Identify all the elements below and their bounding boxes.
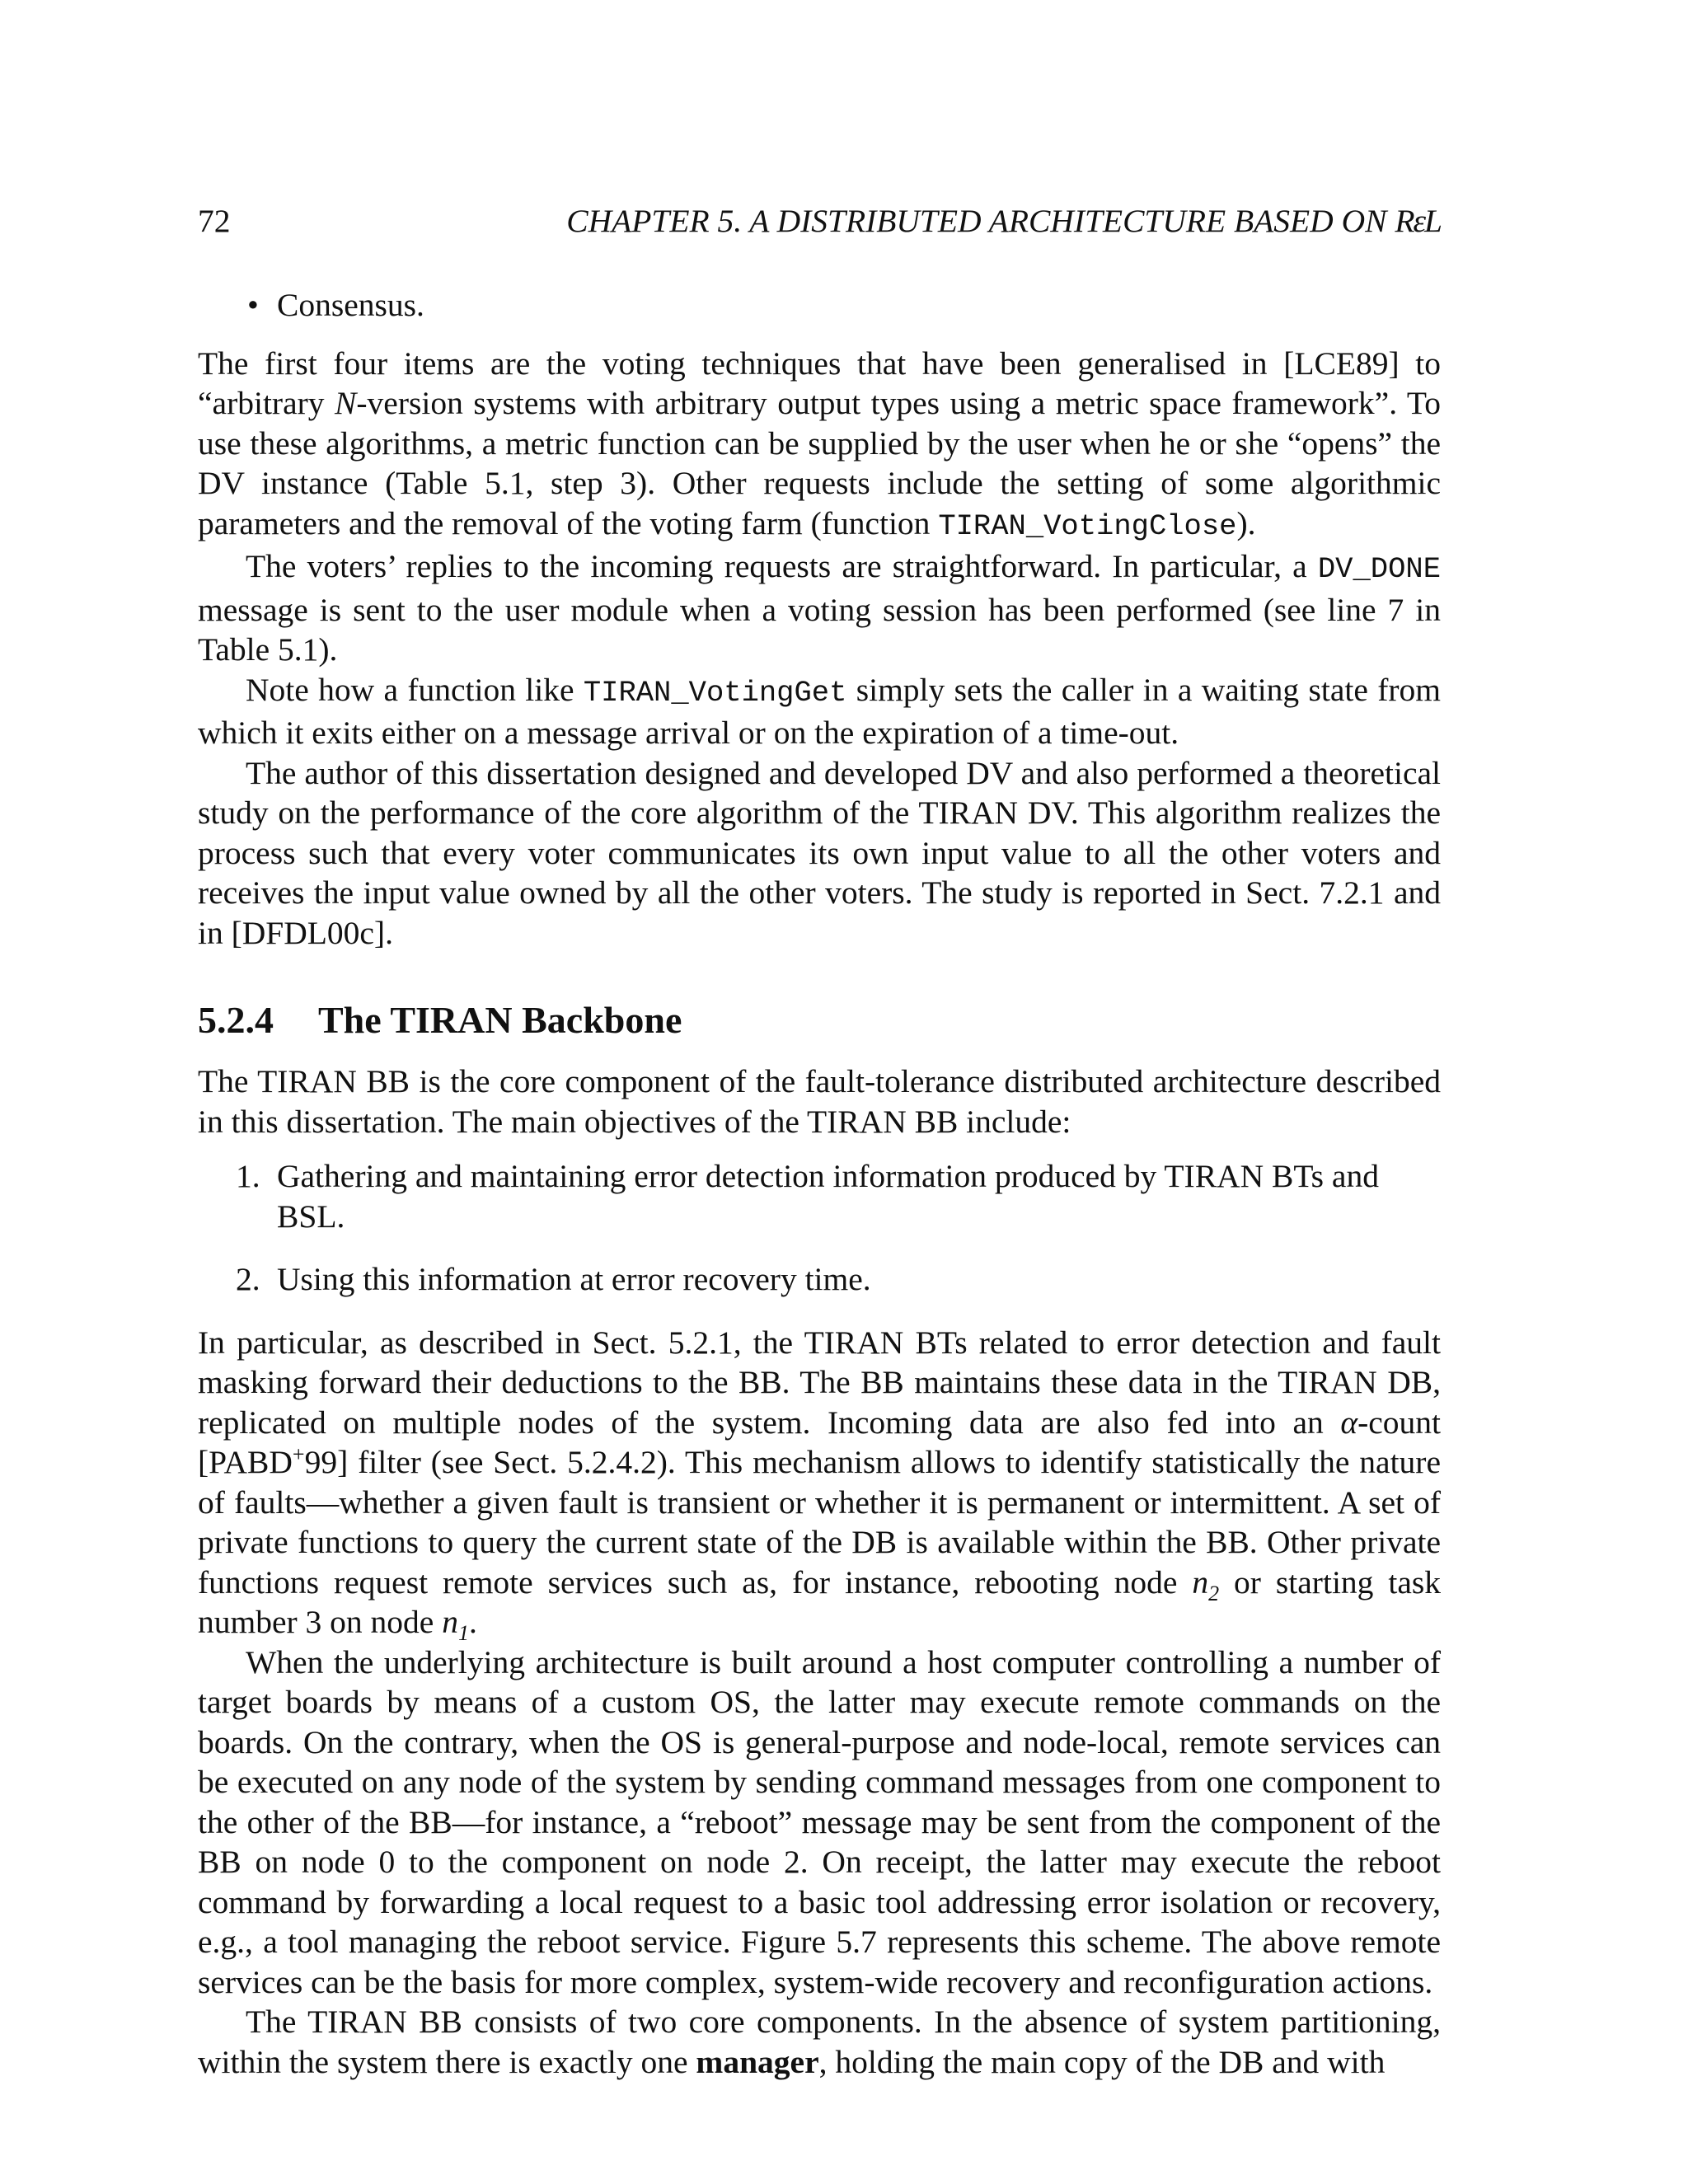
text-run: or starting task number 3 on node	[198, 1563, 1442, 1640]
math-subscript: 2	[1208, 1581, 1220, 1605]
text-run: , holding the main copy of the DB and with	[818, 2043, 1386, 2080]
text-run: -count [PABD	[198, 1404, 1441, 1480]
code-dv-done: DV_DONE	[1317, 552, 1441, 586]
running-head	[198, 201, 1441, 241]
paragraph-bb-components	[198, 2002, 1441, 2082]
text-run: message is sent to the user module when a voting session has been performed (see line 7 in Table 5.1).	[198, 591, 1441, 668]
section-title: The TIRAN Backbone	[318, 999, 682, 1041]
paragraph-voter-replies	[198, 546, 1441, 670]
text-run: ).	[1236, 504, 1256, 541]
section-heading	[198, 997, 1441, 1043]
text-run: -version systems with arbitrary output types using a metric space framework”. To use these algorithms, a metric function can be supplied by the user when he or she “opens” the DV instance (Table 5.1, step 3). Other requests include the setting of some algorithmic parameters and the removal of the voting farm (function	[198, 385, 1441, 541]
math-n: N	[335, 385, 357, 421]
text-run: The TIRAN BB consists of two core components. In the absence of system partitioning, within the system there is exactly one	[198, 2004, 1441, 2080]
text-run: simply sets the caller in a waiting state from which it exits either on a message arrival or on the expiration of a time-out.	[198, 671, 1441, 751]
text-run: Note how a function like	[246, 671, 584, 708]
paragraph-author-study: The author of this dissertation designed and developed DV and also performed a theoretical study on the performance of the core algorithm of the TIRAN DV. This algorithm realizes the process such that every voter communicates its own input value to all the other voters and receives the input value owned by all the other voters. The study is reported in Sect. 7.2.1 and in [DFDL00c].	[198, 754, 1441, 951]
page-number: 72	[198, 203, 231, 239]
list-marker: 1.	[236, 1158, 260, 1194]
body-text	[198, 285, 1441, 2082]
math-n2	[1192, 1563, 1220, 1605]
bullet-item	[198, 285, 1441, 326]
text-run: .	[468, 1604, 477, 1640]
paragraph-bb-details	[198, 1323, 1441, 1643]
bullet-marker: •	[247, 287, 259, 323]
bullet-text: Consensus.	[277, 287, 424, 323]
objectives-list	[198, 1156, 1441, 1300]
math-n1	[442, 1604, 469, 1645]
paragraph-voting-get	[198, 670, 1441, 753]
text-run: In particular, as described in Sect. 5.2.1, the TIRAN BTs related to error detection and fault masking forward their deductions to the BB. The BB maintains these data in the TIRAN DB, replicated on multiple nodes of the system. Incoming data are also fed into an	[198, 1324, 1441, 1441]
list-item	[198, 1156, 1441, 1236]
list-item-text: Gathering and maintaining error detection information produced by TIRAN BTs and BSL.	[277, 1158, 1379, 1235]
paragraph-remote-services: When the underlying architecture is built around a host computer controlling a number of target boards by means of a custom OS, the latter may execute remote commands on the boards. On the contrary, when the OS is general-purpose and node-local, remote services can be executed on any node of the system by sending command messages from one component to the other of the BB—for instance, a “reboot” message may be sent from the component of the BB on node 0 to the component on node 2. On receipt, the latter may execute the reboot command by forwarding a local request to a basic tool addressing error isolation or recovery, e.g., a tool managing the reboot service. Figure 5.7 represents this scheme. The above remote services can be the basis for more complex, system-wide recovery and reconfiguration actions.	[198, 1643, 1441, 2000]
list-item-text: Using this information at error recovery time.	[277, 1261, 871, 1297]
code-voting-close: TIRAN_VotingClose	[938, 509, 1237, 543]
text-run: The first four items are the voting techniques that have been generalised in [LCE89] to “arbitrary	[198, 344, 1441, 421]
math-var: n	[442, 1604, 458, 1640]
math-var: n	[1192, 1563, 1209, 1601]
list-marker: 2.	[236, 1261, 260, 1297]
text-run: The voters’ replies to the incoming requests are straightforward. In particular, a	[246, 548, 1318, 584]
rel-logo: RεL	[1395, 203, 1441, 239]
chapter-title	[566, 201, 1441, 241]
chapter-title-text: CHAPTER 5. A DISTRIBUTED ARCHITECTURE BASED ON	[566, 203, 1387, 239]
paragraph-bb-intro: The TIRAN BB is the core component of the fault-tolerance distributed architecture described in this dissertation. The main objectives of the TIRAN BB include:	[198, 1063, 1441, 1140]
math-subscript: 1	[457, 1620, 469, 1645]
superscript-plus: +	[292, 1441, 305, 1466]
math-alpha: α	[1340, 1404, 1358, 1441]
code-voting-get: TIRAN_VotingGet	[583, 675, 847, 710]
list-item	[198, 1259, 1441, 1300]
section-number: 5.2.4	[198, 999, 274, 1041]
text-run: 99] filter (see Sect. 5.2.4.2). This mechanism allows to identify statistically the nature of faults—whether a given fault is transient or whether it is permanent or intermittent. A set of private functions to query the current state of the DB is available within the BB. Other private functions request remote services such as, for instance, rebooting node	[198, 1444, 1441, 1601]
paragraph-voting-techniques	[198, 344, 1441, 547]
bold-manager: manager	[696, 2043, 819, 2080]
